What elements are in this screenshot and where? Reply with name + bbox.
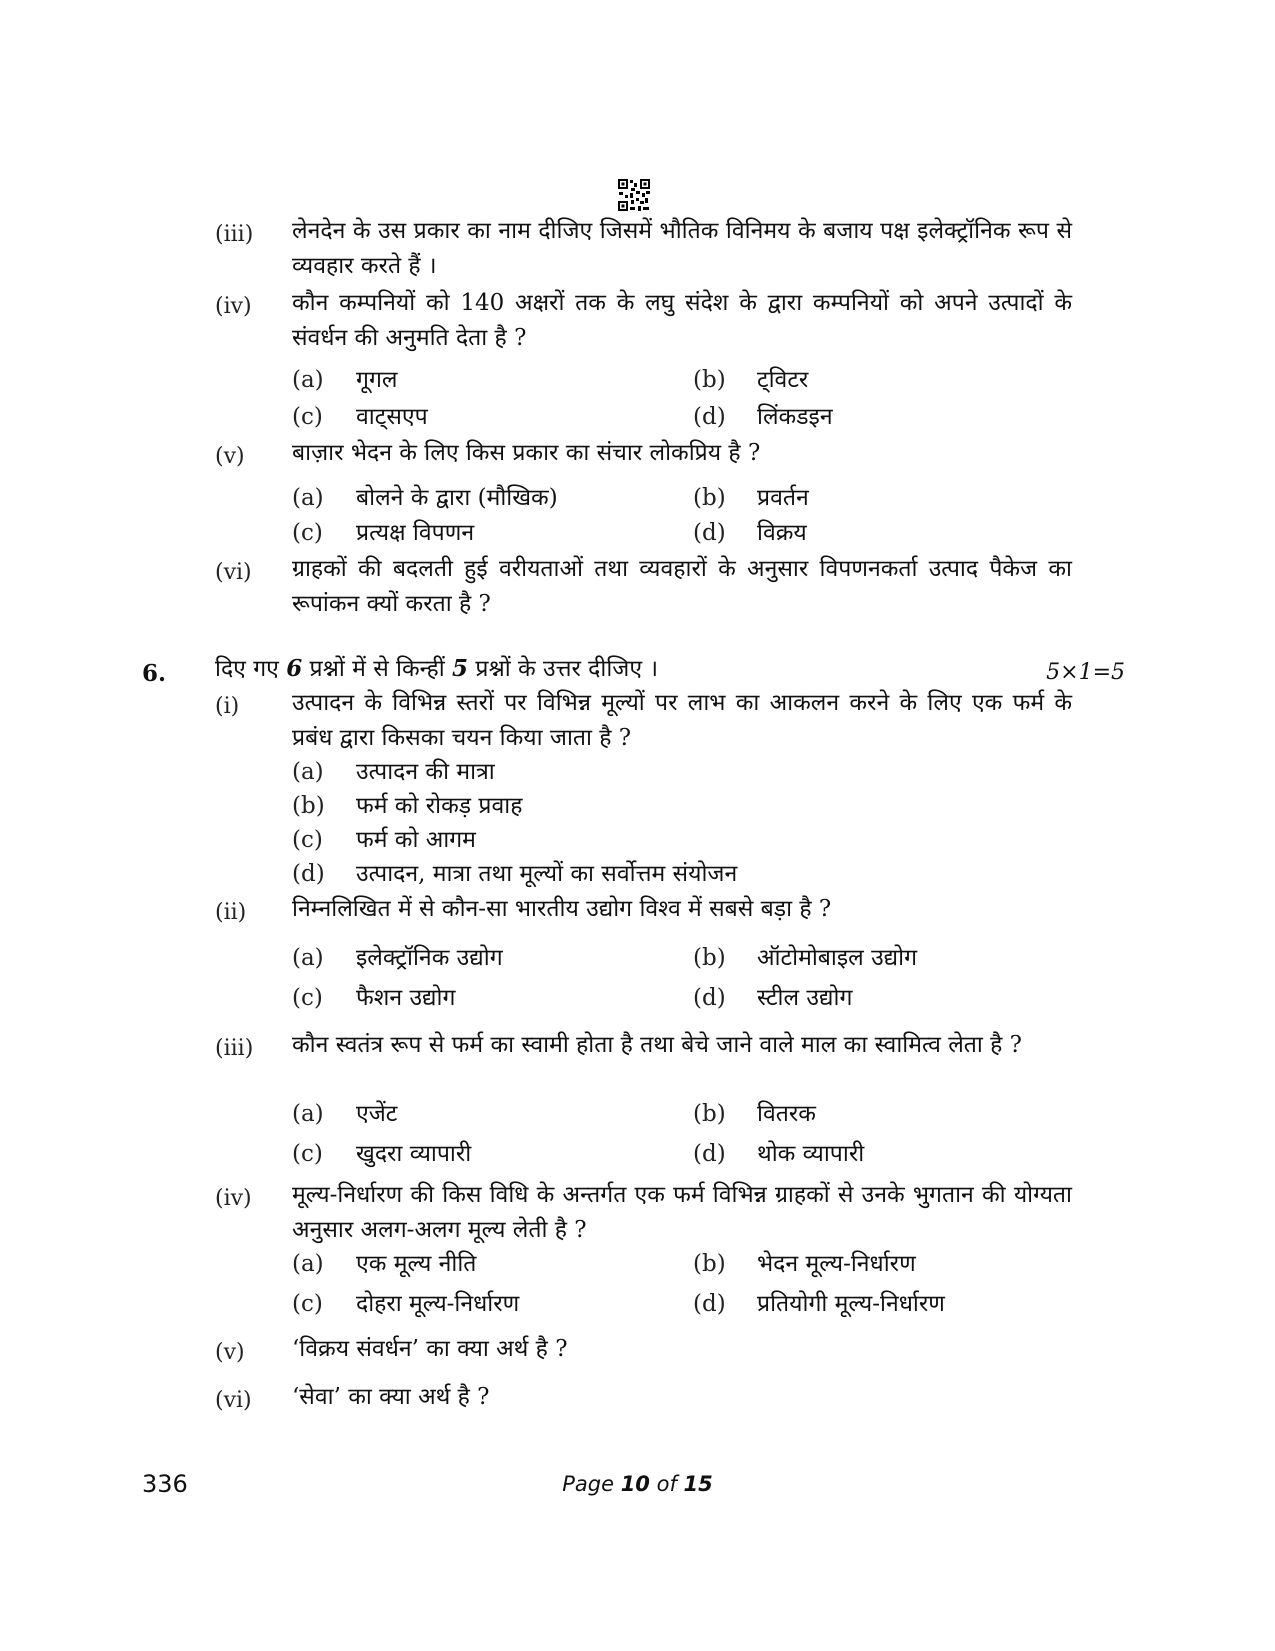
option-a: (a) एक मूल्य नीति: [292, 1251, 477, 1277]
question-number: (v): [215, 444, 245, 469]
option-d: (d) विक्रय: [693, 520, 807, 546]
option-b: (b) वितरक: [693, 1101, 816, 1127]
question-number: (iv): [215, 294, 252, 319]
option-d: (d) प्रतियोगी मूल्य-निर्धारण: [693, 1291, 945, 1317]
option-c: (c) फर्म को आगम: [292, 827, 476, 853]
question-text: निम्नलिखित में से कौन-सा भारतीय उद्योग विश्व में सबसे बड़ा है ?: [292, 896, 832, 922]
option-a: (a) उत्पादन की मात्रा: [292, 759, 495, 785]
option-a: (a) गूगल: [292, 367, 398, 393]
question-text: मूल्य-निर्धारण की किस विधि के अन्तर्गत एक फर्म विभिन्न ग्राहकों से उनके भुगतान की योग्यता अनुसार अलग-अलग मूल्य लेती है ?: [292, 1182, 1072, 1243]
option-b: (b) ट्विटर: [693, 367, 809, 393]
option-a: (a) एजेंट: [292, 1101, 398, 1127]
page-number: Page 10 of 15: [562, 1472, 713, 1496]
question-number: (vi): [215, 1388, 252, 1413]
option-a: (a) बोलने के द्वारा (मौखिक): [292, 485, 558, 511]
option-b: (b) भेदन मूल्य-निर्धारण: [693, 1251, 916, 1277]
question-number: (ii): [215, 900, 247, 925]
option-d: (d) उत्पादन, मात्रा तथा मूल्यों का सर्वोत्तम संयोजन: [292, 861, 738, 887]
question-number: (iii): [215, 222, 254, 247]
question-number: (iii): [215, 1036, 254, 1061]
question-text: कौन कम्पनियों को 140 अक्षरों तक के लघु संदेश के द्वारा कम्पनियों को अपने उत्पादों के संवर्धन की अनुमति देता है ?: [292, 290, 1072, 351]
option-c: (c) प्रत्यक्ष विपणन: [292, 520, 475, 546]
question-text: उत्पादन के विभिन्न स्तरों पर विभिन्न मूल्यों पर लाभ का आकलन करने के लिए एक फर्म के प्रबंध द्वारा किसका चयन किया जाता है ?: [292, 690, 1072, 751]
option-b: (b) फर्म को रोकड़ प्रवाह: [292, 793, 523, 819]
question-6-instruction: दिए गए 6 प्रश्नों में से किन्हीं 5 प्रश्नों के उत्तर दीजिए ।: [215, 655, 659, 682]
question-number: (vi): [215, 560, 252, 585]
question-text: ‘सेवा’ का क्या अर्थ है ?: [292, 1384, 490, 1410]
option-c: (c) खुदरा व्यापारी: [292, 1141, 472, 1167]
option-d: (d) स्टील उद्योग: [693, 985, 853, 1011]
question-text: ‘विक्रय संवर्धन’ का क्या अर्थ है ?: [292, 1336, 568, 1362]
question-number: (i): [215, 694, 240, 719]
question-text: बाज़ार भेदन के लिए किस प्रकार का संचार लोकप्रिय है ?: [292, 440, 761, 466]
question-6-number: 6.: [142, 660, 167, 687]
question-number: (v): [215, 1340, 245, 1365]
qr-code-icon: [617, 178, 651, 212]
question-text: कौन स्वतंत्र रूप से फर्म का स्वामी होता है तथा बेचे जाने वाले माल का स्वामित्व लेता है ?: [292, 1032, 1023, 1058]
option-a: (a) इलेक्ट्रॉनिक उद्योग: [292, 945, 503, 971]
option-d: (d) लिंकडइन: [693, 404, 833, 430]
question-text: लेनदेन के उस प्रकार का नाम दीजिए जिसमें भौतिक विनिमय के बजाय पक्ष इलेक्ट्रॉनिक रूप से व्यवहार करते हैं ।: [292, 218, 1072, 279]
option-c: (c) दोहरा मूल्य-निर्धारण: [292, 1291, 520, 1317]
option-b: (b) ऑटोमोबाइल उद्योग: [693, 945, 918, 971]
option-c: (c) फैशन उद्योग: [292, 985, 456, 1011]
question-number: (iv): [215, 1186, 252, 1211]
question-text: ग्राहकों की बदलती हुई वरीयताओं तथा व्यवहारों के अनुसार विपणनकर्ता उत्पाद पैकेज का रूपांकन क्यों करता है ?: [292, 556, 1072, 617]
option-c: (c) वाट्सएप: [292, 404, 428, 430]
paper-code: 336: [142, 1470, 188, 1498]
marks-allocation: 5×1=5: [1046, 660, 1125, 685]
option-d: (d) थोक व्यापारी: [693, 1141, 865, 1167]
option-b: (b) प्रवर्तन: [693, 485, 809, 511]
